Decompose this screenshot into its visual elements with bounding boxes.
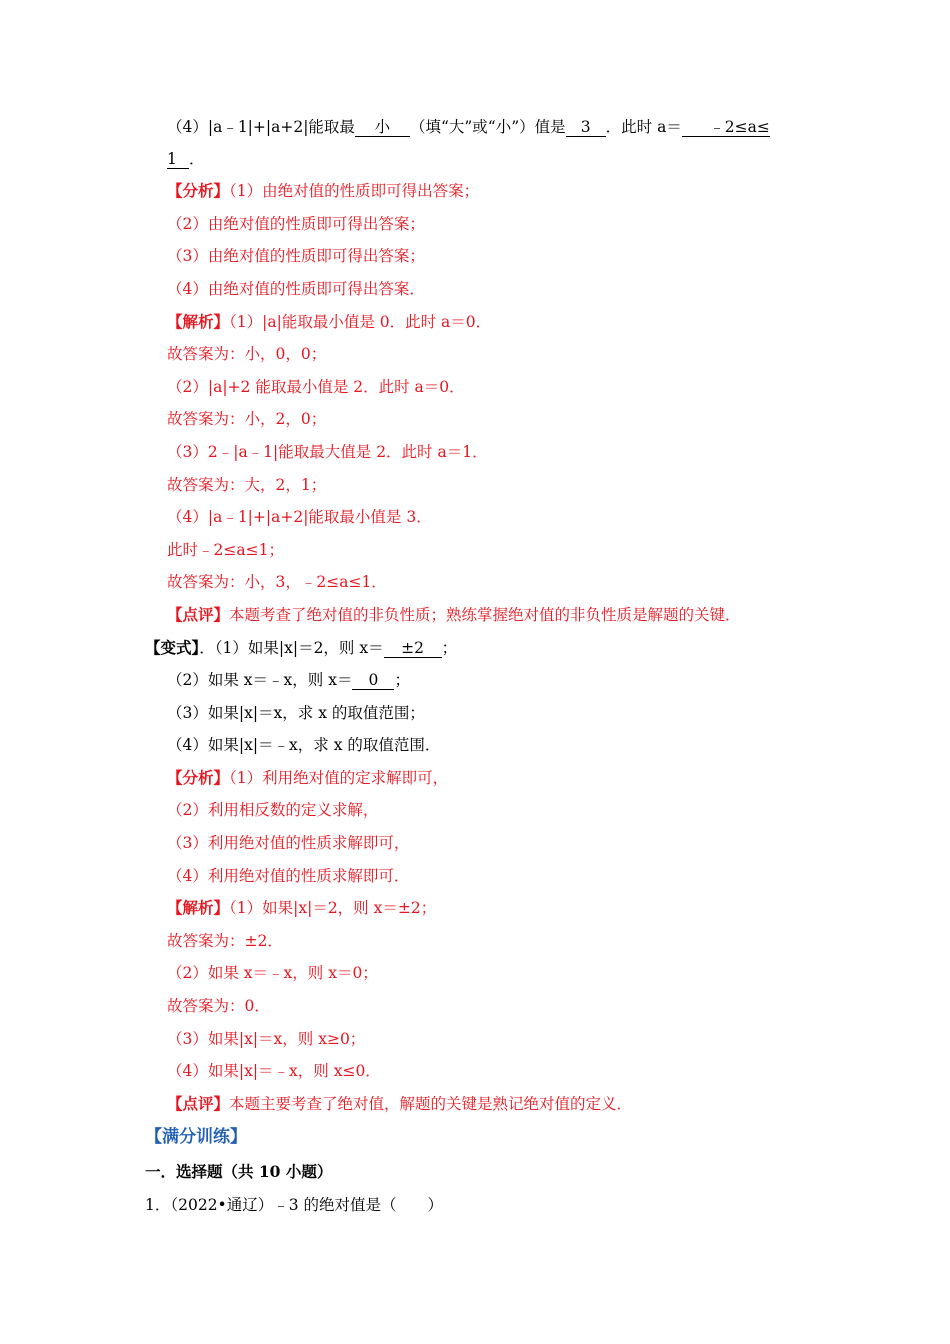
q4-blank-2: 3 xyxy=(566,119,606,137)
q4-blank-1: 小 xyxy=(355,119,410,137)
analysis-1-line-4: （4）由绝对值的性质即可得出答案． xyxy=(167,280,425,298)
solution-2-line-6: （4）如果|x|＝﹣x，则 x≤0． xyxy=(167,1062,381,1080)
analysis-tag: 【分析】 xyxy=(167,181,230,200)
analysis-2-line-1 xyxy=(167,768,448,788)
solution-1-line-1 xyxy=(167,312,491,332)
q4-end: ． xyxy=(189,150,205,168)
solution-2-line-2: 故答案为：±2． xyxy=(167,932,283,950)
analysis-1-line-3: （3）由绝对值的性质即可得出答案； xyxy=(167,247,425,265)
variant-q1-blank: ±2 xyxy=(384,640,442,658)
solution-2-line-3: （2）如果 x＝﹣x，则 x＝0； xyxy=(167,964,378,982)
comment-2 xyxy=(167,1094,632,1114)
solution-1-line-8: 此时﹣2≤a≤1； xyxy=(167,541,284,559)
variant-q1 xyxy=(145,638,457,658)
comment-1 xyxy=(167,605,741,625)
variant-q1-prefix: ．（1）如果|x|＝2，则 x＝ xyxy=(199,639,384,657)
solution-text: （1）如果|x|＝2，则 x＝±2； xyxy=(229,899,437,917)
comment-tag: 【点评】 xyxy=(167,605,230,624)
analysis-2-line-3: （3）利用绝对值的性质求解即可， xyxy=(167,834,410,852)
solution-2-line-4: 故答案为：0． xyxy=(167,997,270,1015)
variant-q1-end: ； xyxy=(441,639,458,657)
solution-tag: 【解析】 xyxy=(167,312,230,331)
solution-tag: 【解析】 xyxy=(167,898,230,917)
section-title: 一．选择题（共 10 小题） xyxy=(145,1162,333,1181)
solution-1-line-9: 故答案为：小，3，﹣2≤a≤1． xyxy=(167,573,387,591)
solution-1-line-5: （3）2﹣|a﹣1|能取最大值是 2．此时 a＝1． xyxy=(167,443,488,461)
variant-q2-blank: 0 xyxy=(352,672,394,690)
q4-blank-3-cont: 1 xyxy=(167,151,189,169)
analysis-tag: 【分析】 xyxy=(167,768,230,787)
variant-q2 xyxy=(167,670,410,690)
variant-q2-end: ； xyxy=(394,671,410,689)
comment-tag: 【点评】 xyxy=(167,1094,230,1113)
variant-q2-prefix: （2）如果 x＝﹣x，则 x＝ xyxy=(167,671,353,689)
variant-q3: （3）如果|x|＝x，求 x 的取值范围； xyxy=(167,704,425,722)
comment-text: 本题考查了绝对值的非负性质；熟练掌握绝对值的非负性质是解题的关键． xyxy=(229,606,741,624)
solution-text: （1）|a|能取最小值是 0．此时 a＝0． xyxy=(229,313,492,331)
analysis-1-line-1 xyxy=(167,181,479,201)
variant-tag: 【变式】 xyxy=(145,638,200,657)
solution-1-line-7: （4）|a﹣1|+|a+2|能取最小值是 3． xyxy=(167,508,432,526)
comment-text: 本题主要考查了绝对值，解题的关键是熟记绝对值的定义． xyxy=(229,1095,633,1113)
q4-prefix: （4）|a﹣1|+|a+2|能取最 xyxy=(167,118,355,136)
q4-answer-line xyxy=(167,117,770,137)
analysis-text: （1）由绝对值的性质即可得出答案； xyxy=(229,182,480,200)
training-heading: 【满分训练】 xyxy=(145,1127,247,1147)
analysis-text: （1）利用绝对值的定求解即可， xyxy=(229,769,449,787)
analysis-2-line-2: （2）利用相反数的定义求解， xyxy=(167,801,379,819)
training-question-1: 1．（2022•通辽）﹣3 的绝对值是（ ） xyxy=(145,1196,443,1214)
analysis-2-line-4: （4）利用绝对值的性质求解即可． xyxy=(167,867,410,885)
solution-2-line-5: （3）如果|x|＝x，则 x≥0； xyxy=(167,1030,366,1048)
solution-2-line-1 xyxy=(167,898,436,918)
solution-1-line-6: 故答案为：大，2，1； xyxy=(167,476,327,494)
variant-q4: （4）如果|x|＝﹣x，求 x 的取值范围． xyxy=(167,736,441,754)
solution-1-line-3: （2）|a|+2 能取最小值是 2．此时 a＝0． xyxy=(167,378,465,396)
solution-1-line-2: 故答案为：小，0，0； xyxy=(167,345,327,363)
q4-blank-3: ﹣2≤a≤ xyxy=(682,119,770,137)
q4-mid-1: （填“大”或“小”）值是 xyxy=(409,118,566,136)
q4-mid-2: ．此时 a＝ xyxy=(605,118,682,136)
solution-1-line-4: 故答案为：小，2，0； xyxy=(167,410,327,428)
q4-answer-line-2 xyxy=(167,149,205,169)
analysis-1-line-2: （2）由绝对值的性质即可得出答案； xyxy=(167,215,425,233)
